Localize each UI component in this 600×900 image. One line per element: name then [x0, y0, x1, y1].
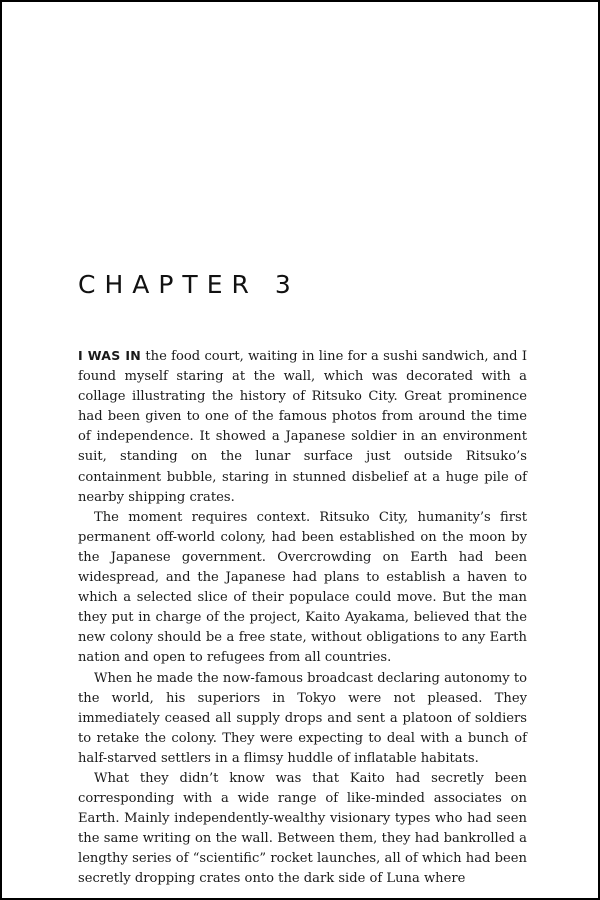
paragraph-1	[78, 346, 527, 508]
chapter-heading: CHAPTER 3	[78, 270, 300, 299]
paragraph-3: When he made the now-famous broadcast declaring autonomy to the world, his superiors in Tokyo were not pleased. They immediately ceased all supply drops and sent a platoon of soldiers to retake the colony. They were expecting to deal with a bunch of half-starved settlers in a flimsy huddle of inflatable habitats.	[78, 670, 527, 766]
chapter-body	[78, 346, 527, 890]
paragraph-4: What they didn’t know was that Kaito had secretly been corresponding with a wide range of like-minded associates on Earth. Mainly independently-wealthy visionary types who had seen the same writing on the wall. Between them, they had bankrolled a lengthy series of “scientific” rocket launches, all of which had been secretly dropping crates onto the dark side of Luna where	[78, 770, 527, 887]
lead-in-caps: I WAS IN	[78, 348, 142, 363]
paragraph-2: The moment requires context. Ritsuko City, humanity’s first permanent off-world colony, had been established on the moon by the Japanese government. Overcrowding on Earth had been widespread, and the Japanese had plans to establish a haven to which a selected slice of their populace could move. But the man they put in charge of the project, Kaito Ayakama, believed that the new colony should be a free state, without obligations to any Earth nation and open to refugees from all countries.	[78, 509, 527, 666]
paragraph-1-text: the food court, waiting in line for a sushi sandwich, and I found myself staring at the wall, which was decorated with a collage illustrating the history of Ritsuko City. Great prominence had been given to one of the famous photos from around the time of independence. It showed a Japanese soldier in an environment suit, standing on the lunar surface just outside Ritsuko’s containment bubble, staring in stunned disbelief at a huge pile of nearby shipping crates.	[78, 349, 527, 505]
